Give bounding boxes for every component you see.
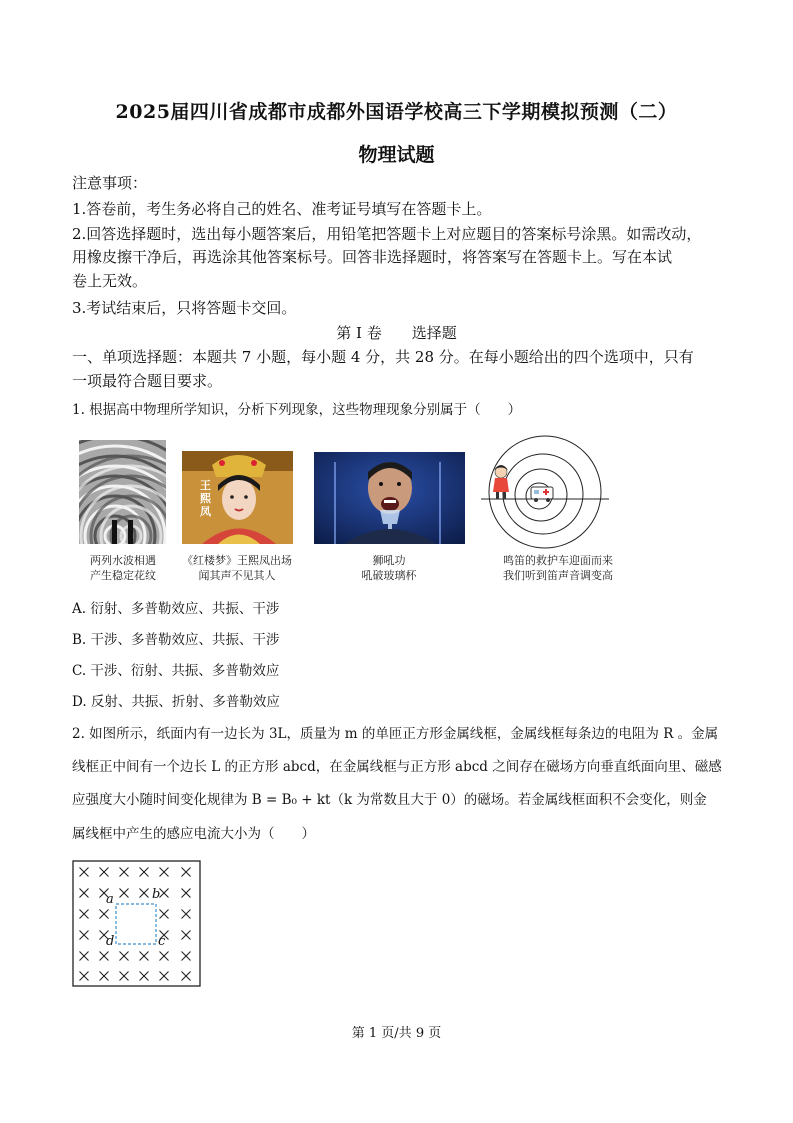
q1-stem: 1. 根据高中物理所学知识，分析下列现象，这些物理现象分别属于（ ） — [72, 402, 522, 418]
wang-xifeng-image — [182, 451, 293, 544]
q2-stem-line-2: 线框正中间有一个边长 L 的正方形 abcd，在金属线框与正方形 abcd 之间存在磁场方向垂直纸面向里、磁感 — [72, 759, 722, 775]
notice-item-3: 3.考试结束后，只将答题卡交回。 — [72, 299, 297, 317]
q2-stem-line-1: 2. 如图所示，纸面内有一边长为 3L，质量为 m 的单匝正方形金属线框，金属线框每条边的电阻为 R 。金属 — [72, 726, 719, 742]
wang-xifeng-name-overlay: 王熙凤 — [200, 479, 211, 518]
page-footer: 第 1 页/共 9 页 — [351, 1026, 442, 1041]
corner-label-c: c — [158, 934, 166, 949]
notice-heading: 注意事项： — [72, 174, 148, 192]
section-instructions-1: 一、单项选择题：本题共 7 小题，每小题 4 分，共 28 分。在每小题给出的四个选项中，只有 — [72, 348, 694, 366]
wave-interference-image — [79, 440, 166, 544]
q1-option-d: D. 反射、共振、折射、多普勒效应 — [72, 694, 280, 710]
q1-option-b: B. 干涉、多普勒效应、共振、干涉 — [72, 632, 280, 648]
corner-label-d: d — [106, 934, 115, 949]
q2-stem-line-4: 属线框中产生的感应电流大小为（ ） — [72, 826, 315, 842]
exam-title: 2025届四川省成都市成都外国语学校高三下学期模拟预测（二） — [115, 101, 678, 123]
corner-label-b: b — [152, 887, 161, 902]
q1-option-c: C. 干涉、衍射、共振、多普勒效应 — [72, 663, 280, 679]
magnetic-field-diagram — [72, 860, 202, 988]
q2-stem-line-3: 应强度大小随时间变化规律为 B = B₀ + kt（k 为常数且大于 0）的磁场。若金属线框面积不会变化，则金 — [72, 792, 707, 808]
notice-item-2-cont2: 卷上无效。 — [72, 272, 148, 290]
notice-item-2-cont: 用橡皮擦干净后，再选涂其他答案标号。回答非选择题时，将答案写在答题卡上。写在本试 — [72, 248, 673, 266]
ambulance-doppler-diagram — [481, 434, 611, 550]
caption-1: 两列水波相遇 产生稳定花纹 — [90, 554, 156, 582]
exam-subtitle: 物理试题 — [358, 144, 435, 166]
q1-option-a: A. 衍射、多普勒效应、共振、干涉 — [72, 601, 280, 617]
caption-4: 鸣笛的救护车迎面而来 我们听到笛声音调变高 — [503, 554, 613, 582]
section-instructions-2: 一项最符合题目要求。 — [72, 372, 223, 390]
corner-label-a: a — [106, 892, 114, 907]
caption-2: 《红楼梦》王熙凤出场 闻其声不见其人 — [182, 554, 292, 582]
notice-item-2: 2.回答选择题时，选出每小题答案后，用铅笔把答题卡上对应题目的答案标号涂黑。如需改动， — [72, 225, 702, 243]
lion-roar-image — [314, 452, 465, 544]
notice-item-1: 1.答卷前，考生务必将自己的姓名、准考证号填写在答题卡上。 — [72, 200, 492, 218]
section-title: 第 I 卷 选择题 — [336, 324, 457, 342]
caption-3: 狮吼功 吼破玻璃杯 — [361, 554, 417, 582]
